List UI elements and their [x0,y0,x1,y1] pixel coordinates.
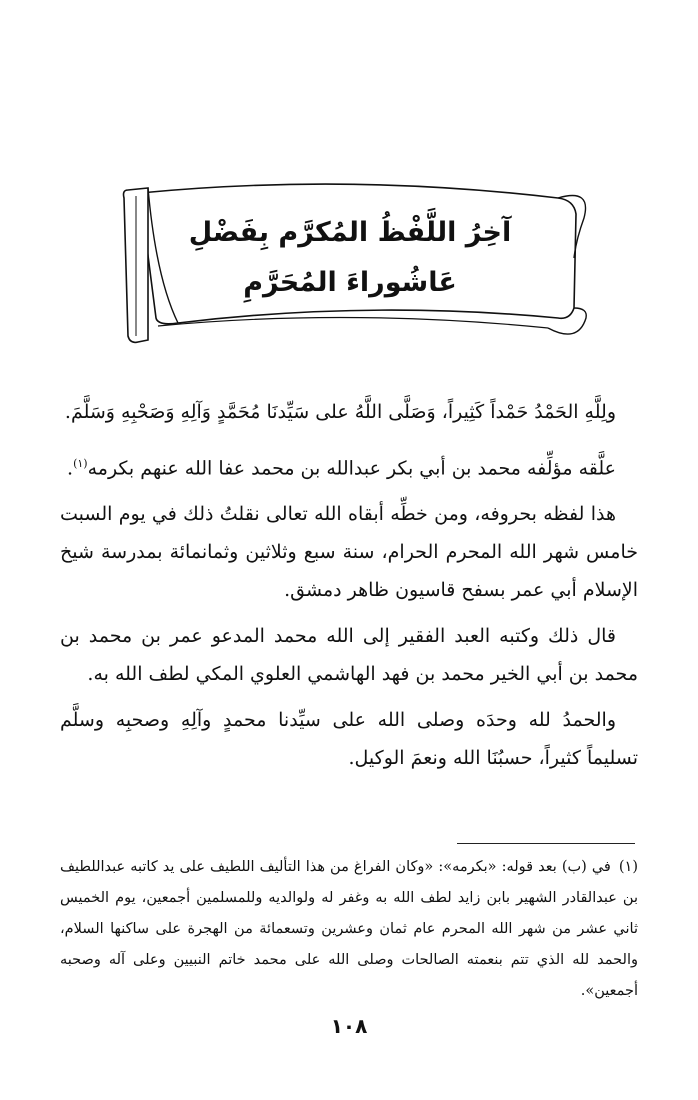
page-number: ١٠٨ [330,1014,368,1038]
paragraph-2-end: . [67,457,74,480]
footnote-divider [457,843,635,844]
paragraph-1: ولِلَّهِ الحَمْدُ حَمْداً كَثِيراً، وَصَلَّى اللَّهُ على سَيِّدنَا مُحَمَّدٍ وَآلِهِ وَصَحْبِهِ وَسَلَّمَ. [64,401,616,423]
chapter-title [148,208,552,308]
title-line-1: آخِرُ اللَّفْظُ المُكرَّم بِفَضْلِ [188,217,512,248]
footnote-text: في (ب) بعد قوله: «بكرمه»: «وكان الفراغ من هذا التأليف اللطيف على يد كاتبه عبداللطيف بن عبدالقادر الشهير بابن زايد لطف الله به وغفر له ولوالديه وللمسلمين أجمعين، يوم الخميس ثاني عشر من شهر الله المحرم عام ثمان وعشرين وتسعمائة من الهجرة على ساكنها السلام، والحمد لله الذي تتم بنعمته الصالحات وصلى الله على محمد خاتم النبيين وعلى آله وصحبه أجمعين». [60,859,639,999]
title-line-2: عَاشُوراءَ المُحَرَّمِ [243,267,457,298]
main-text [60,393,638,785]
paragraph-3: هذا لفظه بحروفه، ومن خطِّه أبقاه الله تعالى نقلتُ ذلك في يوم السبت خامس شهر الله المحرم الحرام، سنة سبع وثلاثين وثمانمائة بمدرسة شيخ الإسلام أبي عمر بسفح قاسيون ظاهر دمشق. [60,503,638,602]
paragraph-5: والحمدُ لله وحدَه وصلى الله على سيِّدنا محمدٍ وآلِهِ وصحبِه وسلَّم تسليماً كثيراً، حسبُنَا الله ونعمَ الوكيل. [60,709,638,770]
footnote-reference: (١) [73,457,88,470]
paragraph-4: قال ذلك وكتبه العبد الفقير إلى الله محمد المدعو عمر بن محمد بن محمد بن أبي الخير محمد بن فهد الهاشمي العلوي المكي لطف الله به. [60,625,638,686]
title-scroll-banner [118,168,592,350]
paragraph-2-text: علَّقه مؤلِّفه محمد بن أبي بكر عبدالله بن محمد عفا الله عنهم بكرمه [87,457,616,480]
footnote [60,852,638,1007]
paragraph-2 [60,445,638,487]
footnote-number: (١) [618,859,638,875]
